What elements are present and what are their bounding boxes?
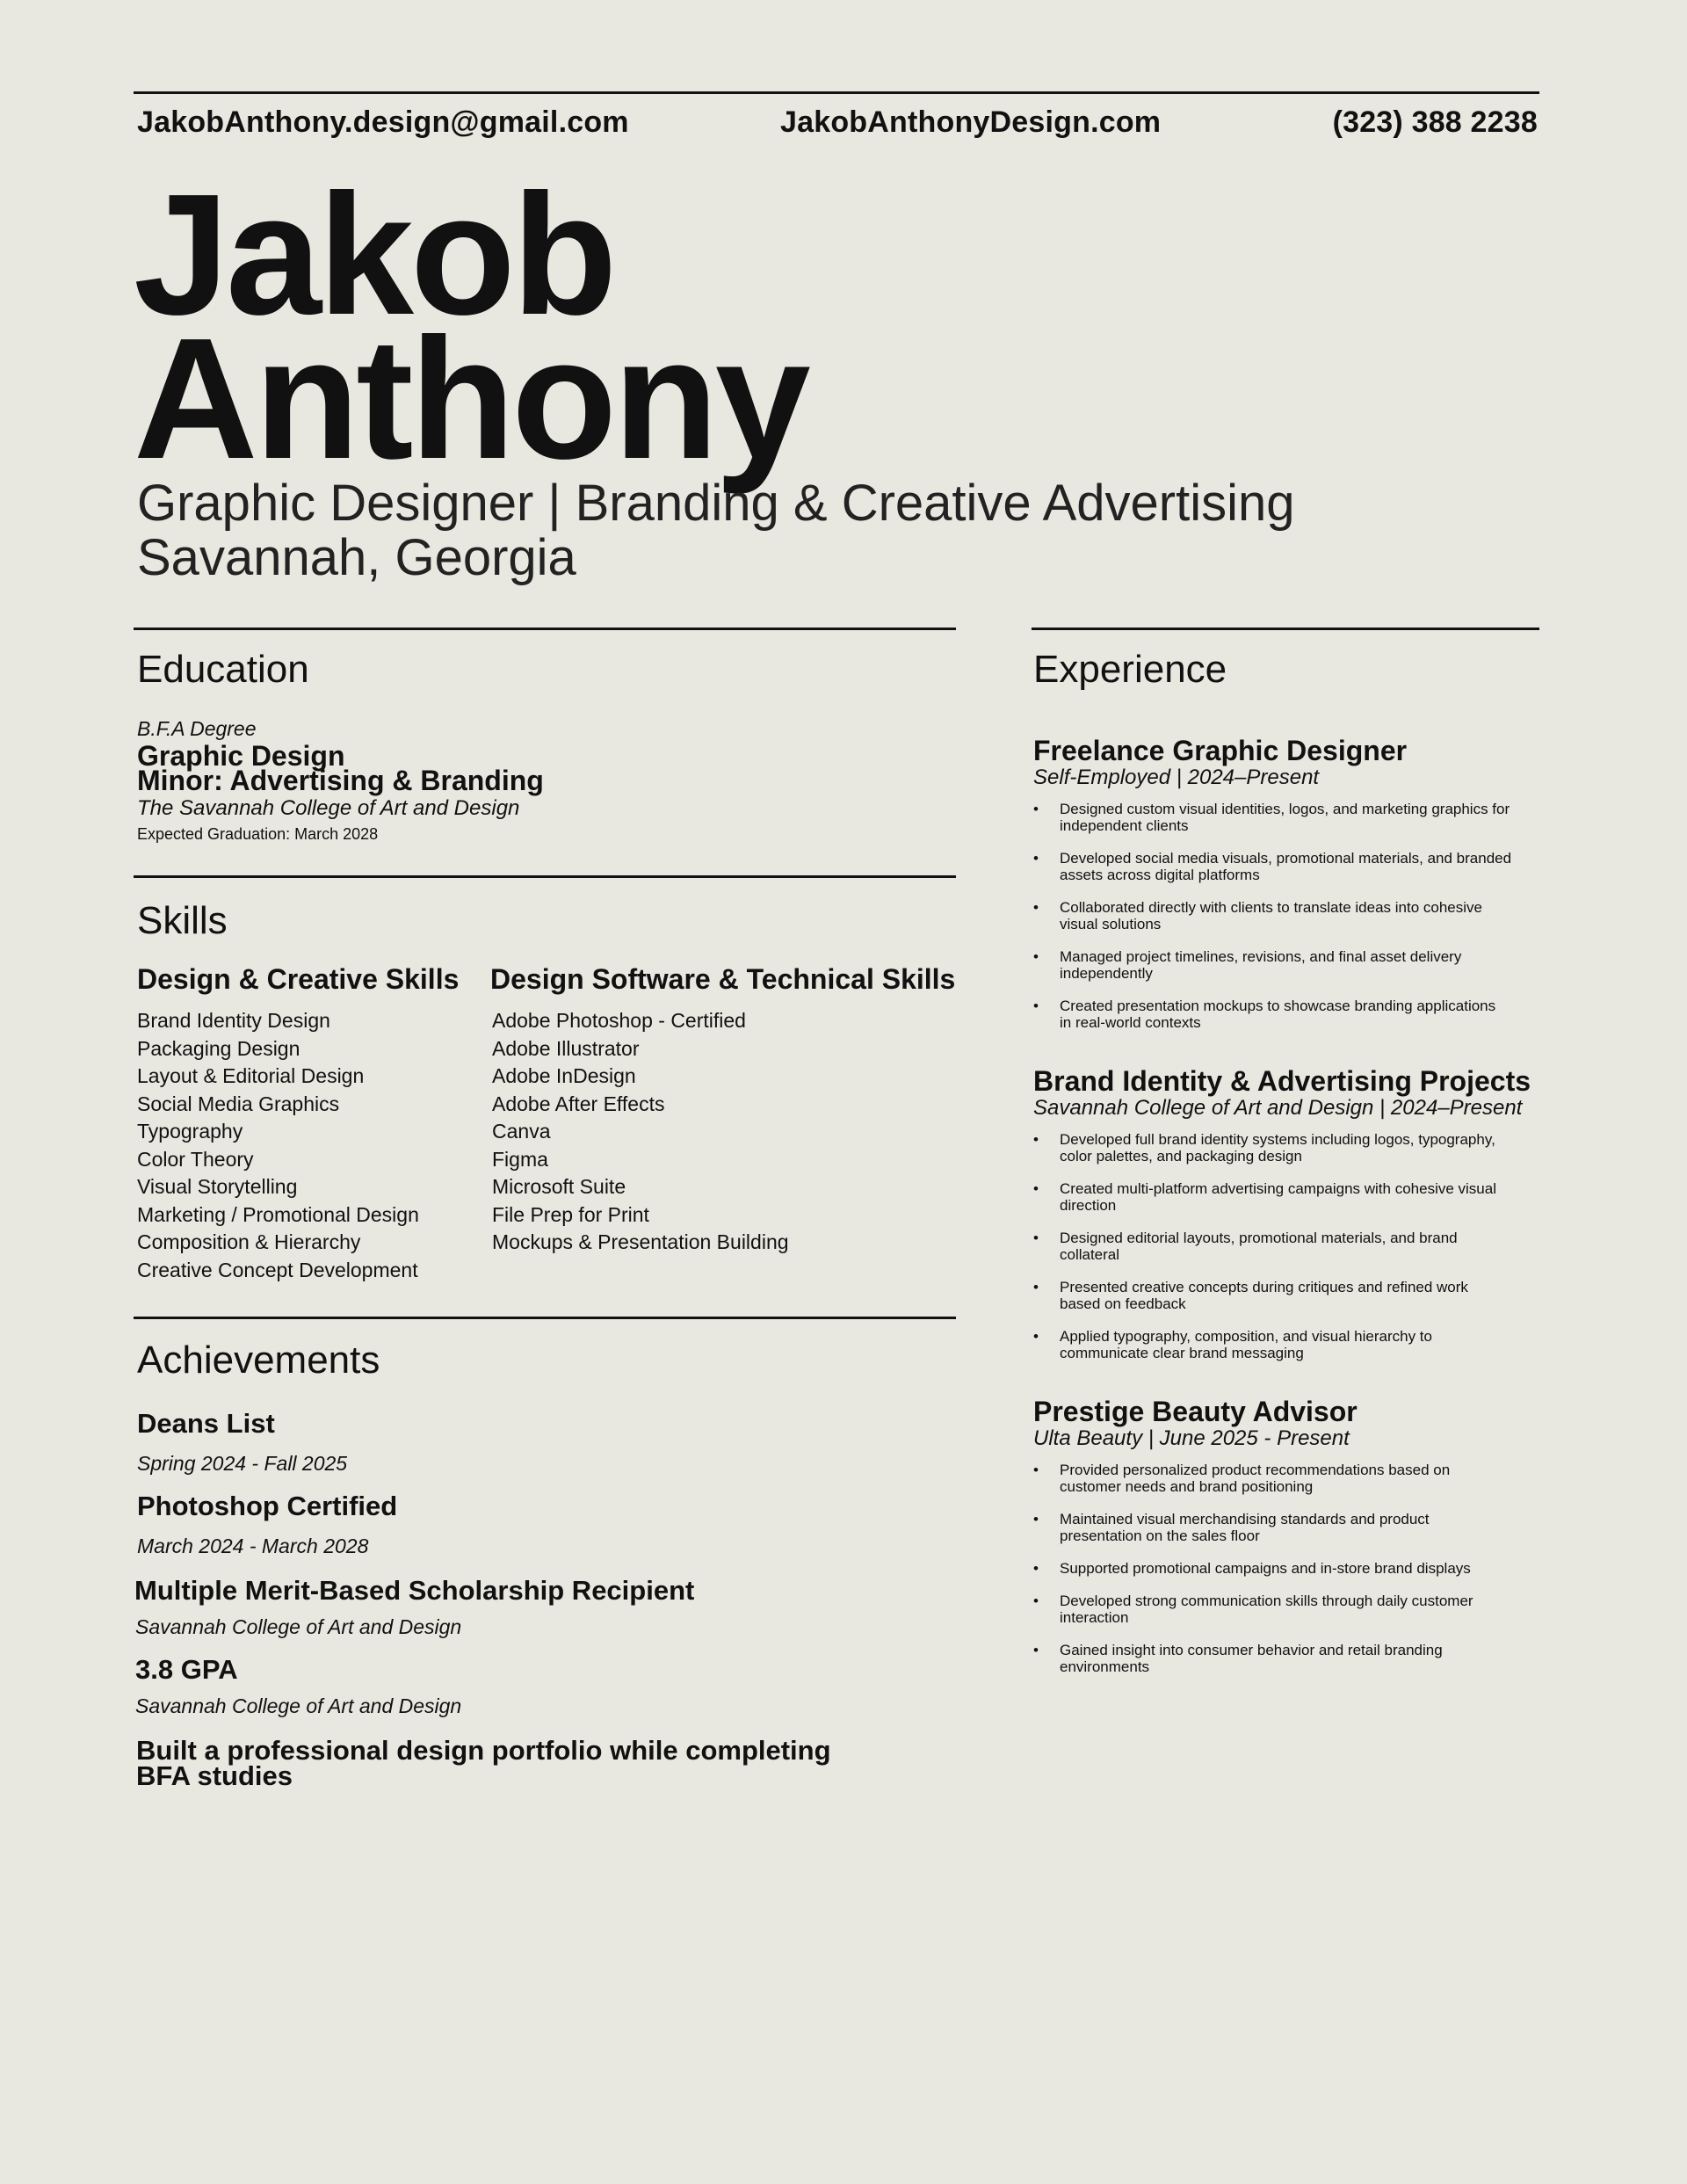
job-title: Brand Identity & Advertising Projects <box>1033 1065 1531 1097</box>
achievement-subtitle: Spring 2024 - Fall 2025 <box>137 1452 348 1475</box>
achievement-portfolio-line2: BFA studies <box>136 1760 293 1791</box>
list-item: Brand Identity Design <box>137 1009 330 1032</box>
experience-rule <box>1032 628 1539 630</box>
list-item: Packaging Design <box>137 1036 300 1060</box>
list-item: Visual Storytelling <box>137 1175 298 1198</box>
list-item: • Applied typography, composition, and visual hierarchy to communicate clear brand messaging <box>1033 1328 1543 1361</box>
design-skills-heading: Design & Creative Skills <box>137 963 460 995</box>
job-bullets <box>1033 1462 1543 1691</box>
job-title: Freelance Graphic Designer <box>1033 735 1408 766</box>
education-minor: Minor: Advertising & Branding <box>137 765 544 796</box>
education-degree: B.F.A Degree <box>137 717 257 740</box>
list-item: Adobe Photoshop - Certified <box>492 1009 746 1032</box>
list-item: Adobe Illustrator <box>492 1036 640 1060</box>
achievement-portfolio-line1: Built a professional design portfolio while completing <box>136 1735 831 1766</box>
achievement-title: 3.8 GPA <box>135 1654 238 1685</box>
list-item: Adobe InDesign <box>492 1064 636 1087</box>
list-item: Layout & Editorial Design <box>137 1064 365 1087</box>
list-item: Creative Concept Development <box>137 1258 418 1281</box>
subtitle-location: Savannah, Georgia <box>137 529 576 586</box>
job-bullets <box>1033 801 1543 1047</box>
list-item: Figma <box>492 1147 548 1171</box>
header-rule <box>134 91 1539 94</box>
skills-rule <box>134 875 956 878</box>
job-bullets <box>1033 1131 1543 1377</box>
list-item: Microsoft Suite <box>492 1175 626 1198</box>
contact-email: JakobAnthony.design@gmail.com <box>137 105 629 139</box>
achievement-title: Photoshop Certified <box>137 1491 398 1521</box>
contact-phone: (323) 388 2238 <box>1332 105 1538 139</box>
achievement-title: Multiple Merit-Based Scholarship Recipient <box>134 1575 695 1606</box>
list-item: • Created multi-platform advertising campaigns with cohesive visual direction <box>1033 1180 1543 1214</box>
job-subtitle: Self-Employed | 2024–Present <box>1033 765 1320 789</box>
list-item: Adobe After Effects <box>492 1092 665 1115</box>
list-item: • Created presentation mockups to showcase branding applications in real-world contexts <box>1033 998 1543 1031</box>
list-item: • Provided personalized product recommendations based on customer needs and brand positioning <box>1033 1462 1543 1495</box>
education-rule <box>134 628 956 630</box>
list-item: • Developed strong communication skills through daily customer interaction <box>1033 1593 1543 1626</box>
list-item: Color Theory <box>137 1147 254 1171</box>
name-last: Anthony <box>134 302 807 495</box>
achievement-subtitle: Savannah College of Art and Design <box>135 1694 462 1717</box>
list-item: Typography <box>137 1120 243 1143</box>
design-skills-list <box>137 1007 419 1284</box>
list-item: • Presented creative concepts during critiques and refined work based on feedback <box>1033 1279 1543 1312</box>
list-item: • Designed custom visual identities, logos, and marketing graphics for independent clients <box>1033 801 1543 834</box>
skills-title: Skills <box>137 899 228 942</box>
list-item: Composition & Hierarchy <box>137 1230 361 1253</box>
list-item: • Developed social media visuals, promotional materials, and branded assets across digital platforms <box>1033 850 1543 883</box>
achievement-subtitle: Savannah College of Art and Design <box>135 1615 462 1638</box>
list-item: • Managed project timelines, revisions, and final asset delivery independently <box>1033 948 1543 982</box>
job-title: Prestige Beauty Advisor <box>1033 1396 1358 1427</box>
achievements-title: Achievements <box>137 1339 380 1382</box>
list-item: • Developed full brand identity systems including logos, typography, color palettes, and packaging design <box>1033 1131 1543 1165</box>
list-item: • Supported promotional campaigns and in-store brand displays <box>1033 1560 1543 1577</box>
education-school: The Savannah College of Art and Design <box>137 796 520 820</box>
achievements-rule <box>134 1317 956 1319</box>
subtitle-role: Graphic Designer | Branding & Creative Advertising <box>137 475 1295 532</box>
list-item: Canva <box>492 1120 551 1143</box>
education-title: Education <box>137 648 309 691</box>
software-skills-list <box>492 1007 789 1257</box>
list-item: Social Media Graphics <box>137 1092 340 1115</box>
achievement-title: Deans List <box>137 1408 275 1439</box>
education-graduation: Expected Graduation: March 2028 <box>137 825 379 843</box>
list-item: • Collaborated directly with clients to translate ideas into cohesive visual solutions <box>1033 899 1543 932</box>
list-item: File Prep for Print <box>492 1202 649 1226</box>
job-subtitle: Ulta Beauty | June 2025 - Present <box>1033 1426 1350 1450</box>
achievement-subtitle: March 2024 - March 2028 <box>137 1535 369 1557</box>
experience-title: Experience <box>1033 648 1227 691</box>
list-item: • Maintained visual merchandising standards and product presentation on the sales floor <box>1033 1511 1543 1544</box>
name-first: Jakob <box>134 158 614 351</box>
list-item: • Gained insight into consumer behavior and retail branding environments <box>1033 1642 1543 1675</box>
education-major: Graphic Design <box>137 740 345 772</box>
list-item: Marketing / Promotional Design <box>137 1202 419 1226</box>
job-subtitle: Savannah College of Art and Design | 2024–Present <box>1033 1096 1523 1120</box>
list-item: • Designed editorial layouts, promotional materials, and brand collateral <box>1033 1230 1543 1263</box>
software-skills-heading: Design Software & Technical Skills <box>490 963 956 995</box>
list-item: Mockups & Presentation Building <box>492 1230 789 1253</box>
contact-website: JakobAnthonyDesign.com <box>780 105 1162 139</box>
